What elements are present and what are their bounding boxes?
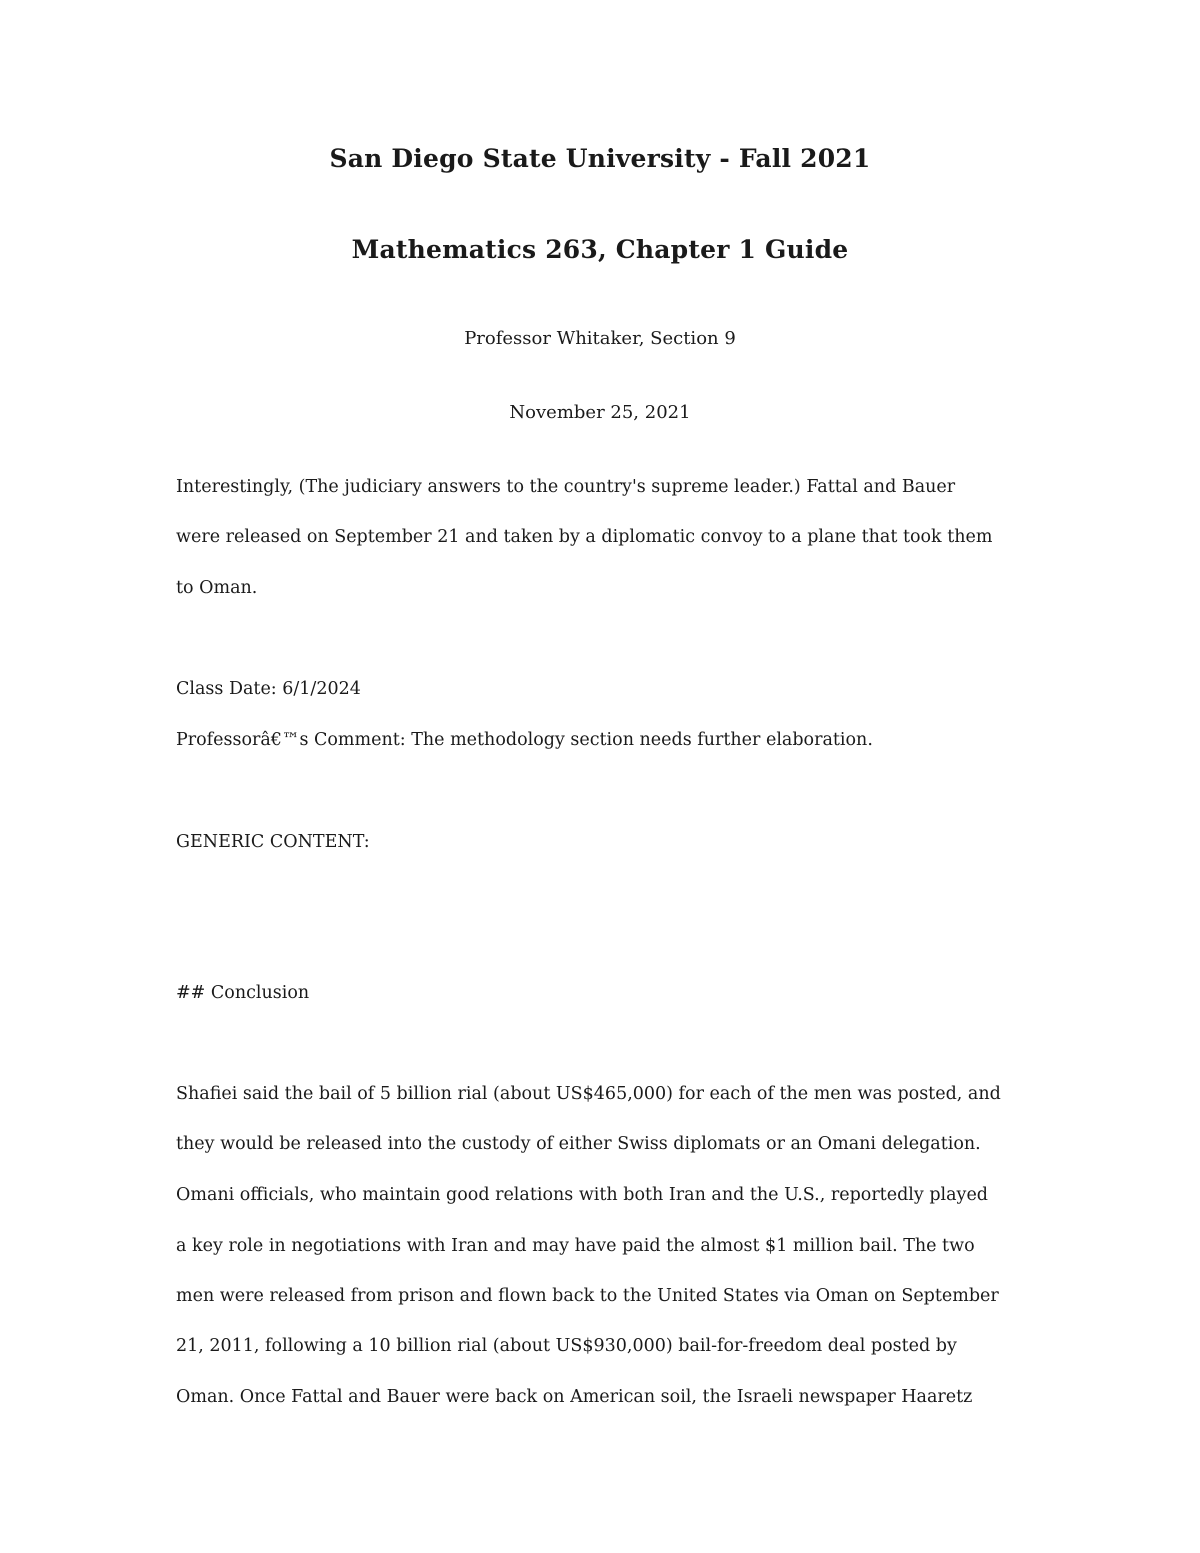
generic-content-label: GENERIC CONTENT: bbox=[176, 832, 370, 852]
conclusion-line-4: a key role in negotiations with Iran and may have paid the almost $1 million bail. The two bbox=[176, 1236, 975, 1256]
course-title: Mathematics 263, Chapter 1 Guide bbox=[351, 235, 849, 264]
intro-line-3: to Oman. bbox=[176, 578, 258, 598]
conclusion-line-6: 21, 2011, following a 10 billion rial (about US$930,000) bail-for-freedom deal posted by bbox=[176, 1336, 957, 1356]
conclusion-line-3: Omani officials, who maintain good relations with both Iran and the U.S., reportedly played bbox=[176, 1185, 988, 1205]
conclusion-heading: ## Conclusion bbox=[176, 983, 310, 1003]
document-date: November 25, 2021 bbox=[509, 402, 691, 423]
conclusion-line-7: Oman. Once Fattal and Bauer were back on American soil, the Israeli newspaper Haaretz bbox=[176, 1387, 973, 1407]
intro-line-1: Interestingly, (The judiciary answers to the country's supreme leader.) Fattal and Bauer bbox=[176, 477, 956, 497]
class-date: Class Date: 6/1/2024 bbox=[176, 679, 361, 699]
conclusion-line-5: men were released from prison and flown back to the United States via Oman on September bbox=[176, 1286, 999, 1306]
university-title: San Diego State University - Fall 2021 bbox=[329, 144, 871, 173]
intro-line-2: were released on September 21 and taken by a diplomatic convoy to a plane that took them bbox=[176, 527, 993, 547]
conclusion-line-1: Shafiei said the bail of 5 billion rial (about US$465,000) for each of the men was posted, and bbox=[176, 1084, 1001, 1104]
professor-comment: Professorâ€™s Comment: The methodology section needs further elaboration. bbox=[176, 730, 873, 750]
professor-line: Professor Whitaker, Section 9 bbox=[464, 328, 736, 349]
conclusion-line-2: they would be released into the custody of either Swiss diplomats or an Omani delegation. bbox=[176, 1134, 981, 1154]
